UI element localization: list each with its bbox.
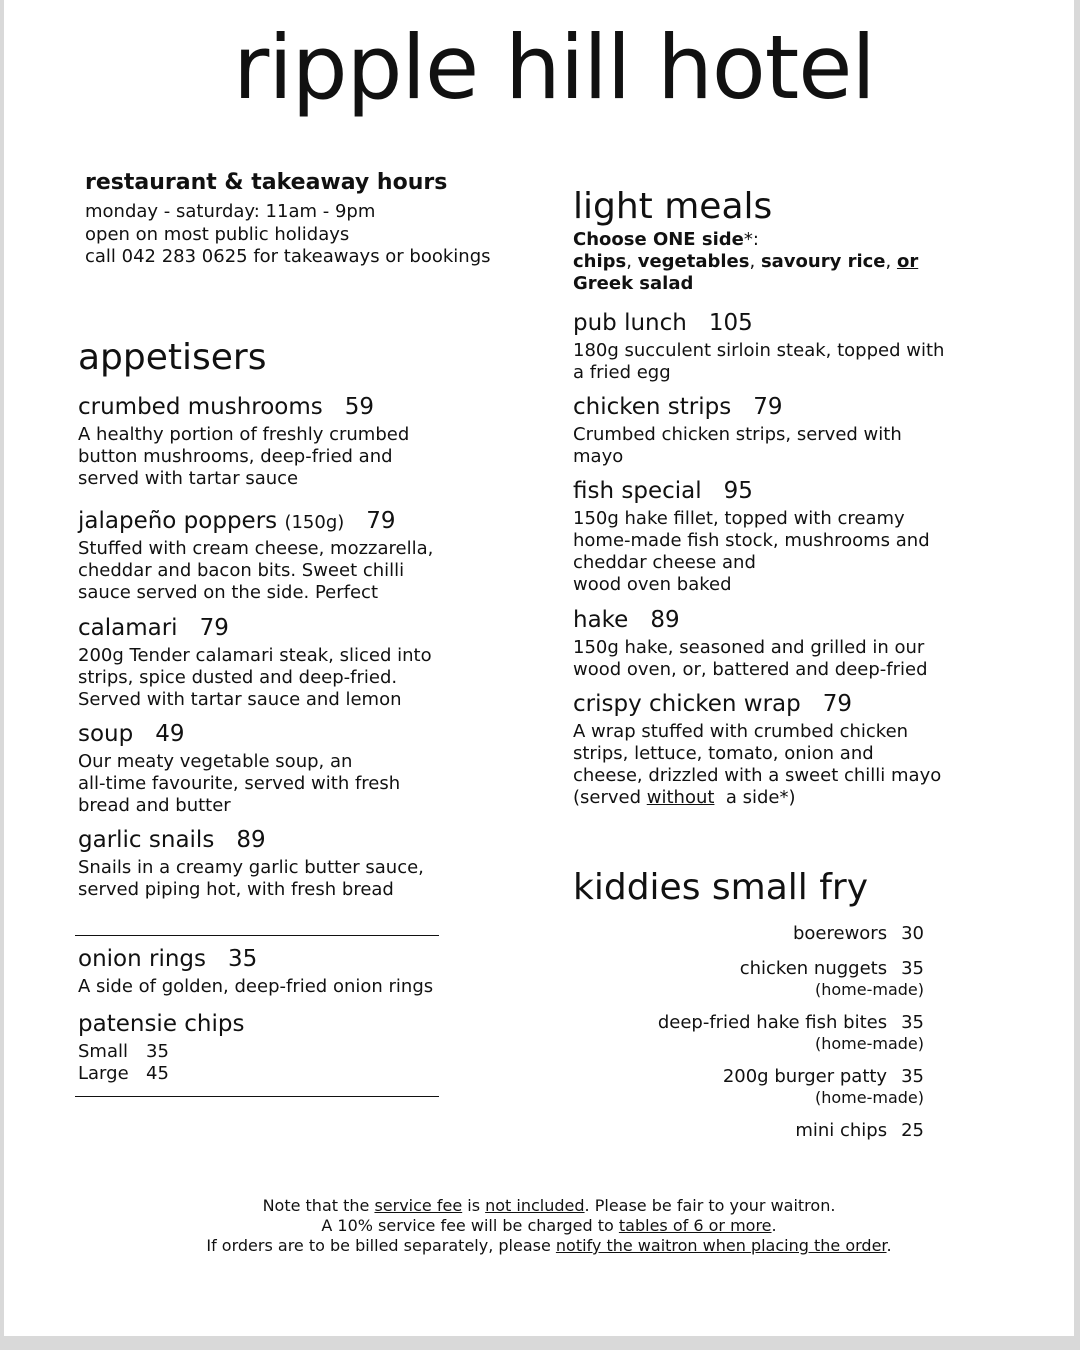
side-option: chips [573, 251, 627, 272]
desc-line: a fried egg [573, 362, 671, 383]
item-name: chicken strips [573, 394, 732, 420]
menu-item-name [78, 945, 257, 973]
desc-line: Crumbed chicken strips, served with [573, 424, 902, 445]
menu-item-name [78, 393, 374, 421]
section-heading-appetisers: appetisers [78, 337, 267, 378]
item-description [78, 857, 424, 901]
section-heading-light-meals: light meals [573, 186, 773, 227]
item-name: hake [573, 607, 629, 633]
item-name: crispy chicken wrap [573, 691, 801, 717]
menu-item-name [78, 507, 396, 537]
side-options: chips, vegetables, savoury rice, or [573, 251, 919, 272]
menu-item-name: patensie chips [78, 1011, 245, 1037]
size-label: Small [78, 1041, 128, 1062]
size-price: 45 [146, 1063, 169, 1084]
hours-line: open on most public holidays [85, 224, 350, 245]
desc-line: 150g hake, seasoned and grilled in our [573, 637, 925, 658]
item-description [573, 637, 928, 681]
item-name: boerewors [792, 923, 888, 944]
footer-note-line: Note that the service fee is not included. Please be fair to your waitron. [262, 1196, 836, 1215]
item-price: 35 [901, 1066, 924, 1087]
desc-line: wood oven, or, battered and deep-fried [573, 659, 928, 680]
item-note: (home-made) [814, 1034, 924, 1053]
desc-line: Our meaty vegetable soup, an [78, 751, 353, 772]
item-description [78, 751, 400, 817]
desc-line: sauce served on the side. Perfect [78, 582, 379, 603]
desc-line: strips, lettuce, tomato, onion and [573, 743, 874, 764]
not-included-text: not included [485, 1196, 585, 1215]
desc-line: served piping hot, with fresh bread [78, 879, 394, 900]
menu-item-name [573, 309, 753, 337]
desc-line: 180g succulent sirloin steak, topped with [573, 340, 945, 361]
side-choice-suffix: *: [743, 229, 759, 250]
item-price: 30 [901, 923, 924, 944]
chips-size-row [78, 1041, 169, 1063]
item-price: 79 [753, 394, 783, 420]
menu-item-name [78, 826, 266, 854]
divider [75, 935, 439, 936]
kiddies-item [795, 1120, 924, 1142]
service-fee-text: service fee [374, 1196, 463, 1215]
hotel-title: ripple hill hotel [233, 16, 875, 119]
desc-line: wood oven baked [573, 574, 732, 595]
item-note: (home-made) [814, 980, 924, 999]
item-price: 89 [236, 827, 266, 853]
item-description [573, 340, 944, 384]
side-option-or: or [896, 251, 919, 272]
kiddies-item [723, 1066, 924, 1088]
item-name: 200g burger patty [722, 1066, 888, 1087]
side-choice-note [573, 229, 759, 251]
item-description [78, 424, 409, 490]
desc-line: cheese, drizzled with a sweet chilli mayo [573, 765, 942, 786]
item-description [78, 645, 432, 711]
item-name: onion rings [78, 946, 207, 972]
item-name: mini chips [795, 1120, 888, 1141]
desc-line: button mushrooms, deep-fried and [78, 446, 393, 467]
desc-line: mayo [573, 446, 624, 467]
kiddies-item [740, 958, 924, 980]
item-name: fish special [573, 478, 702, 504]
side-option: savoury rice [760, 251, 886, 272]
item-price: 89 [650, 607, 680, 633]
menu-page [4, 0, 1074, 1336]
menu-item-name [573, 477, 753, 505]
item-size: (150g) [284, 512, 345, 533]
desc-line: (served without a side*) [573, 787, 796, 808]
item-description: A side of golden, deep-fried onion rings [78, 976, 434, 997]
hours-line: call 042 283 0625 for takeaways or bookings [85, 246, 491, 267]
desc-line: 200g Tender calamari steak, sliced into [78, 645, 432, 666]
size-price: 35 [146, 1041, 169, 1062]
item-name: crumbed mushrooms [78, 394, 323, 420]
item-price: 79 [366, 508, 396, 534]
item-price: 79 [199, 615, 229, 641]
notify-waitron-text: notify the waitron when placing the order [555, 1236, 887, 1255]
desc-line: all-time favourite, served with fresh [78, 773, 401, 794]
menu-item-name [78, 720, 185, 748]
kiddies-item [793, 923, 924, 945]
item-description [573, 424, 902, 468]
item-price: 105 [708, 310, 753, 336]
chips-size-row [78, 1063, 169, 1085]
tables-text: tables of 6 or more [618, 1216, 772, 1235]
desc-line: A wrap stuffed with crumbed chicken [573, 721, 909, 742]
item-name: pub lunch [573, 310, 687, 336]
footer-note-line: A 10% service fee will be charged to tables of 6 or more. [321, 1216, 777, 1235]
item-note: (home-made) [814, 1088, 924, 1107]
menu-item-name [78, 614, 229, 642]
item-name: deep-fried hake fish bites [657, 1012, 888, 1033]
desc-line: strips, spice dusted and deep-fried. [78, 667, 398, 688]
item-name: calamari [78, 615, 178, 641]
side-option: Greek salad [573, 273, 694, 294]
without-note: without [646, 787, 715, 808]
hours-heading: restaurant & takeaway hours [85, 170, 448, 195]
kiddies-item [658, 1012, 924, 1034]
item-price: 25 [901, 1120, 924, 1141]
item-price: 49 [155, 721, 185, 747]
side-choice-prefix: Choose ONE side [573, 229, 744, 250]
hours-line: monday - saturday: 11am - 9pm [85, 201, 376, 222]
item-price: 35 [901, 1012, 924, 1033]
divider [75, 1096, 439, 1097]
item-name: soup [78, 721, 134, 747]
menu-item-name [573, 690, 852, 718]
desc-line: served with tartar sauce [78, 468, 299, 489]
menu-item-name [573, 606, 680, 634]
desc-line: Snails in a creamy garlic butter sauce, [78, 857, 424, 878]
footer-note-line: If orders are to be billed separately, please notify the waitron when placing the order. [206, 1236, 892, 1255]
desc-line: bread and butter [78, 795, 231, 816]
item-price: 59 [344, 394, 375, 420]
size-label: Large [78, 1063, 129, 1084]
desc-line: home-made fish stock, mushrooms and [573, 530, 930, 551]
desc-line: cheddar and bacon bits. Sweet chilli [78, 560, 405, 581]
desc-line: 150g hake fillet, topped with creamy [573, 508, 905, 529]
item-description [573, 721, 941, 809]
section-heading-kiddies: kiddies small fry [573, 867, 869, 908]
desc-line: A healthy portion of freshly crumbed [78, 424, 410, 445]
item-price: 35 [901, 958, 924, 979]
desc-line: Served with tartar sauce and lemon [78, 689, 402, 710]
desc-line: Stuffed with cream cheese, mozzarella, [78, 538, 434, 559]
item-price: 79 [822, 691, 853, 717]
item-name: garlic snails [78, 827, 215, 853]
side-option: vegetables [637, 251, 750, 272]
item-description [78, 538, 433, 604]
item-name: jalapeño poppers [78, 508, 278, 534]
item-price: 95 [723, 478, 753, 504]
item-price: 35 [228, 946, 258, 972]
item-description [573, 508, 930, 596]
item-name: chicken nuggets [739, 958, 888, 979]
desc-line: cheddar cheese and [573, 552, 756, 573]
menu-item-name [573, 393, 783, 421]
